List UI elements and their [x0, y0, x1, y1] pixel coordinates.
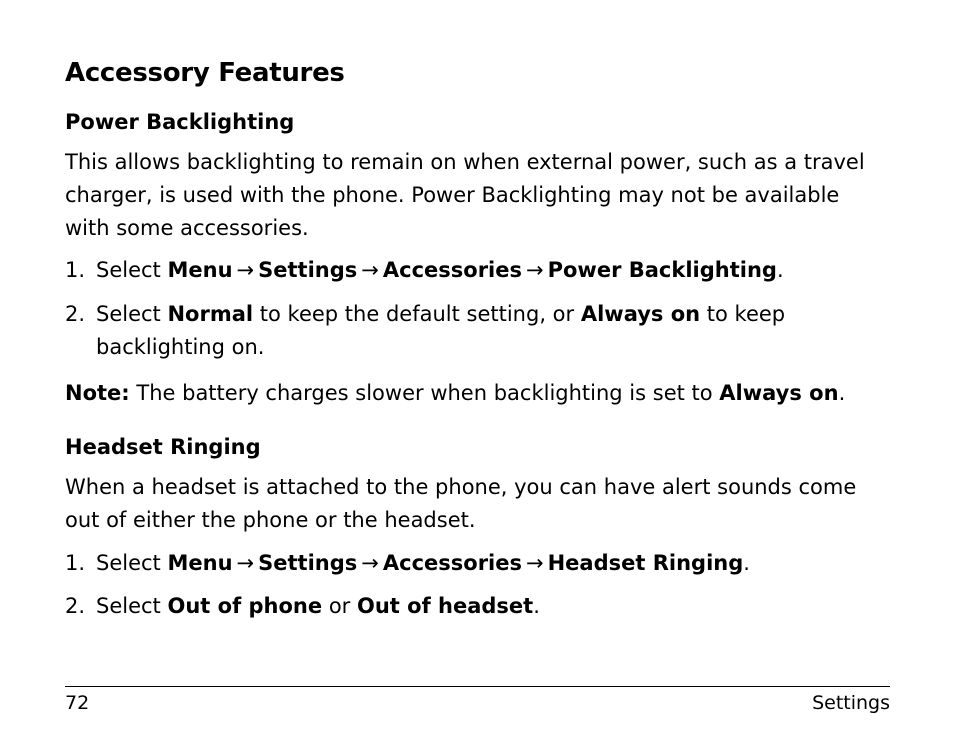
- step-number: 2.: [65, 302, 86, 326]
- note-label: Note:: [65, 381, 130, 405]
- section-heading-headset-ringing: Headset Ringing: [65, 435, 261, 459]
- page-number: 72: [65, 692, 90, 714]
- arrow-icon: →: [526, 258, 544, 282]
- headset-step-1: [65, 547, 890, 580]
- menu-path-item: Headset Ringing: [547, 551, 744, 575]
- step-text: Select Menu → Settings → Accessories → Power Backlighting.: [96, 258, 784, 282]
- menu-path-item: Accessories: [382, 258, 522, 282]
- step-text: Select Out of phone or Out of headset.: [96, 594, 540, 618]
- footer-section-name: Settings: [812, 692, 890, 714]
- headset-ringing-intro: When a headset is attached to the phone, you can have alert sounds come out of either the phone or the headset.: [65, 475, 857, 532]
- menu-path-item: Menu: [167, 551, 233, 575]
- menu-path-item: Power Backlighting: [547, 258, 777, 282]
- arrow-icon: →: [526, 551, 544, 575]
- menu-path-item: Menu: [167, 258, 233, 282]
- note-term: Always on: [719, 381, 839, 405]
- menu-path-item: Accessories: [382, 551, 522, 575]
- arrow-icon: →: [361, 551, 379, 575]
- arrow-icon: →: [236, 551, 255, 575]
- section-heading-power-backlighting: Power Backlighting: [65, 110, 295, 134]
- page-title: Accessory Features: [65, 58, 345, 88]
- menu-path-item: Settings: [258, 551, 358, 575]
- step-number: 1.: [65, 258, 86, 282]
- option-normal: Normal: [167, 302, 254, 326]
- arrow-icon: →: [236, 258, 255, 282]
- power-backlighting-intro: This allows backlighting to remain on when external power, such as a travel charger, is used with the phone. Power Backlighting may not be available with some accessories.: [65, 150, 865, 240]
- power-step-2: [65, 298, 890, 364]
- option-always-on: Always on: [580, 302, 701, 326]
- arrow-icon: →: [361, 258, 379, 282]
- step-text: Select Normal to keep the default setting, or Always on to keep backlighting on.: [96, 302, 786, 359]
- step-number: 1.: [65, 551, 86, 575]
- power-step-1: [65, 254, 890, 287]
- note: Note: The battery charges slower when backlighting is set to Always on.: [65, 381, 846, 405]
- option-out-of-phone: Out of phone: [167, 594, 323, 618]
- option-out-of-headset: Out of headset: [356, 594, 534, 618]
- step-text: Select Menu → Settings → Accessories → Headset Ringing.: [96, 551, 750, 575]
- headset-step-2: [65, 590, 890, 623]
- step-number: 2.: [65, 594, 86, 618]
- footer-divider: [65, 686, 890, 687]
- menu-path-item: Settings: [258, 258, 358, 282]
